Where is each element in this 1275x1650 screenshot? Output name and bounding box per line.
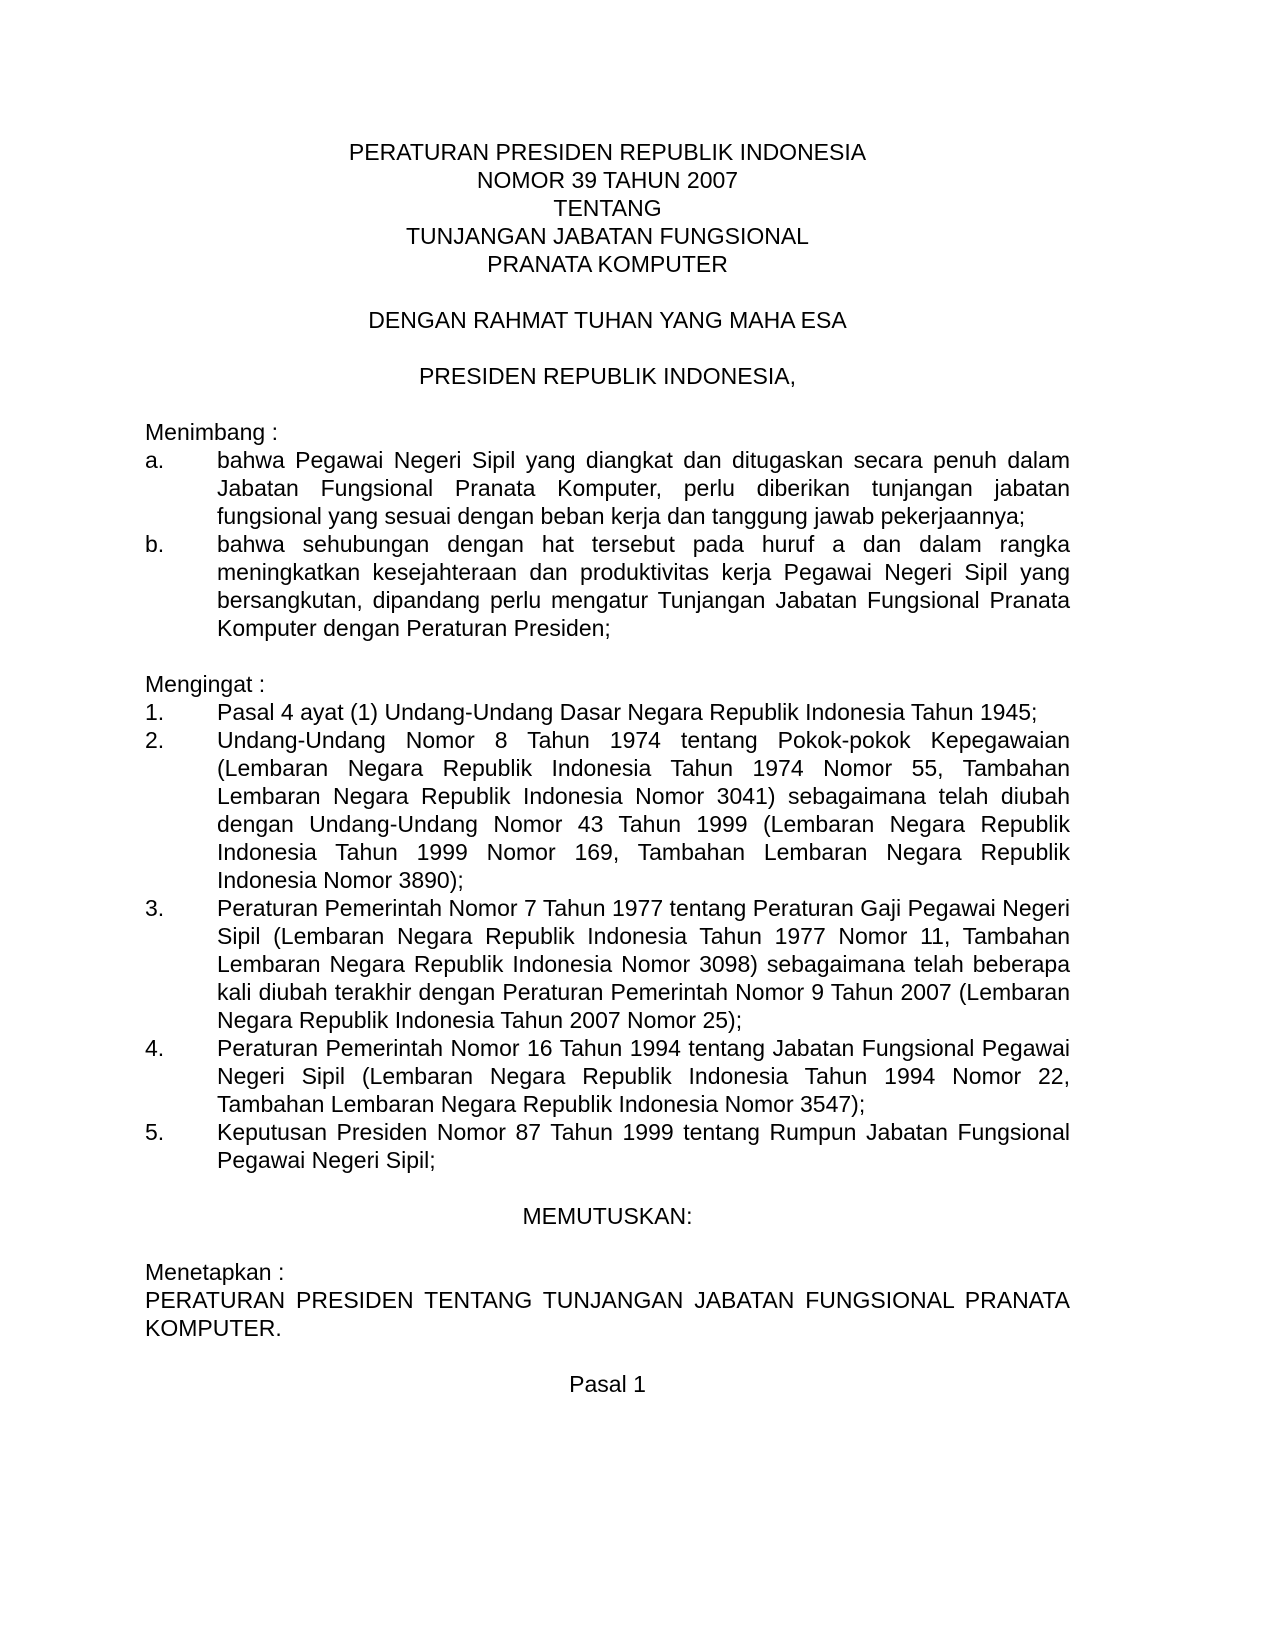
- title-line-2: NOMOR 39 TAHUN 2007: [476, 167, 739, 193]
- spacer: [145, 1230, 1070, 1258]
- memutuskan-heading: MEMUTUSKAN:: [522, 1203, 693, 1229]
- spacer: [145, 642, 1070, 670]
- mengingat-heading: Mengingat :: [145, 671, 266, 697]
- mengingat-item-3-text: Peraturan Pemerintah Nomor 7 Tahun 1977 tentang Peraturan Gaji Pegawai Negeri Sipil (Lembaran Negara Republik Indonesia Tahun 1977 Nomor 11, Tambahan Lembaran Negara Republik Indonesia Nomor 3098) sebagaimana telah beberapa kali diubah terakhir dengan Peraturan Pemerintah Nomor 9 Tahun 2007 (Lembaran Negara Republik Indonesia Tahun 2007 Nomor 25);: [217, 895, 1070, 1033]
- menimbang-item-a-text: bahwa Pegawai Negeri Sipil yang diangkat dan ditugaskan secara penuh dalam Jabatan Fungsional Pranata Komputer, perlu diberikan tunjangan jabatan fungsional yang sesuai dengan beban kerja dan tanggung jawab pekerjaannya;: [217, 447, 1070, 529]
- spacer: [145, 390, 1070, 418]
- menetapkan-text: PERATURAN PRESIDEN TENTANG TUNJANGAN JABATAN FUNGSIONAL PRANATA KOMPUTER.: [145, 1287, 1070, 1341]
- mengingat-item-2: [145, 726, 1070, 894]
- mengingat-item-2-label: 2.: [145, 727, 165, 753]
- invocation-line: DENGAN RAHMAT TUHAN YANG MAHA ESA: [368, 307, 847, 333]
- mengingat-item-4-label: 4.: [145, 1035, 165, 1061]
- menimbang-item-b-label: b.: [145, 531, 165, 557]
- pasal-1-heading: Pasal 1: [569, 1371, 646, 1397]
- issuer-line: PRESIDEN REPUBLIK INDONESIA,: [418, 363, 797, 389]
- mengingat-item-4: [145, 1034, 1070, 1118]
- menimbang-item-b: [145, 530, 1070, 642]
- menimbang-item-a-label: a.: [145, 447, 165, 473]
- document-title-block: [145, 138, 1070, 278]
- title-line-5: PRANATA KOMPUTER: [487, 251, 728, 277]
- menimbang-item-a: [145, 446, 1070, 530]
- menimbang-item-b-text: bahwa sehubungan dengan hat tersebut pada huruf a dan dalam rangka meningkatkan kesejahteraan dan produktivitas kerja Pegawai Negeri Sipil yang bersangkutan, dipandang perlu mengatur Tunjangan Jabatan Fungsional Pranata Komputer dengan Peraturan Presiden;: [217, 531, 1070, 641]
- spacer: [145, 1174, 1070, 1202]
- spacer: [145, 278, 1070, 306]
- mengingat-item-4-text: Peraturan Pemerintah Nomor 16 Tahun 1994 tentang Jabatan Fungsional Pegawai Negeri Sipil (Lembaran Negara Republik Indonesia Tahun 1994 Nomor 22, Tambahan Lembaran Negara Republik Indonesia Nomor 3547);: [217, 1035, 1070, 1117]
- mengingat-item-1-text: Pasal 4 ayat (1) Undang-Undang Dasar Negara Republik Indonesia Tahun 1945;: [217, 699, 1038, 725]
- mengingat-item-5-label: 5.: [145, 1119, 165, 1145]
- spacer: [145, 1342, 1070, 1370]
- mengingat-item-2-text: Undang-Undang Nomor 8 Tahun 1974 tentang Pokok-pokok Kepegawaian (Lembaran Negara Republik Indonesia Tahun 1974 Nomor 55, Tambahan Lembaran Negara Republik Indonesia Nomor 3041) sebagaimana telah diubah dengan Undang-Undang Nomor 43 Tahun 1999 (Lembaran Negara Republik Indonesia Tahun 1999 Nomor 169, Tambahan Lembaran Negara Republik Indonesia Nomor 3890);: [217, 727, 1070, 893]
- title-line-4: TUNJANGAN JABATAN FUNGSIONAL: [406, 223, 809, 249]
- title-line-3: TENTANG: [553, 195, 662, 221]
- mengingat-item-3: [145, 894, 1070, 1034]
- spacer: [145, 334, 1070, 362]
- menetapkan-heading: Menetapkan :: [145, 1259, 285, 1285]
- menimbang-heading: Menimbang :: [145, 419, 278, 445]
- mengingat-item-3-label: 3.: [145, 895, 165, 921]
- mengingat-item-1-label: 1.: [145, 699, 165, 725]
- mengingat-item-5-text: Keputusan Presiden Nomor 87 Tahun 1999 tentang Rumpun Jabatan Fungsional Pegawai Negeri Sipil;: [217, 1119, 1070, 1173]
- mengingat-item-5: [145, 1118, 1070, 1174]
- title-line-1: PERATURAN PRESIDEN REPUBLIK INDONESIA: [348, 139, 867, 165]
- mengingat-item-1: [145, 698, 1070, 726]
